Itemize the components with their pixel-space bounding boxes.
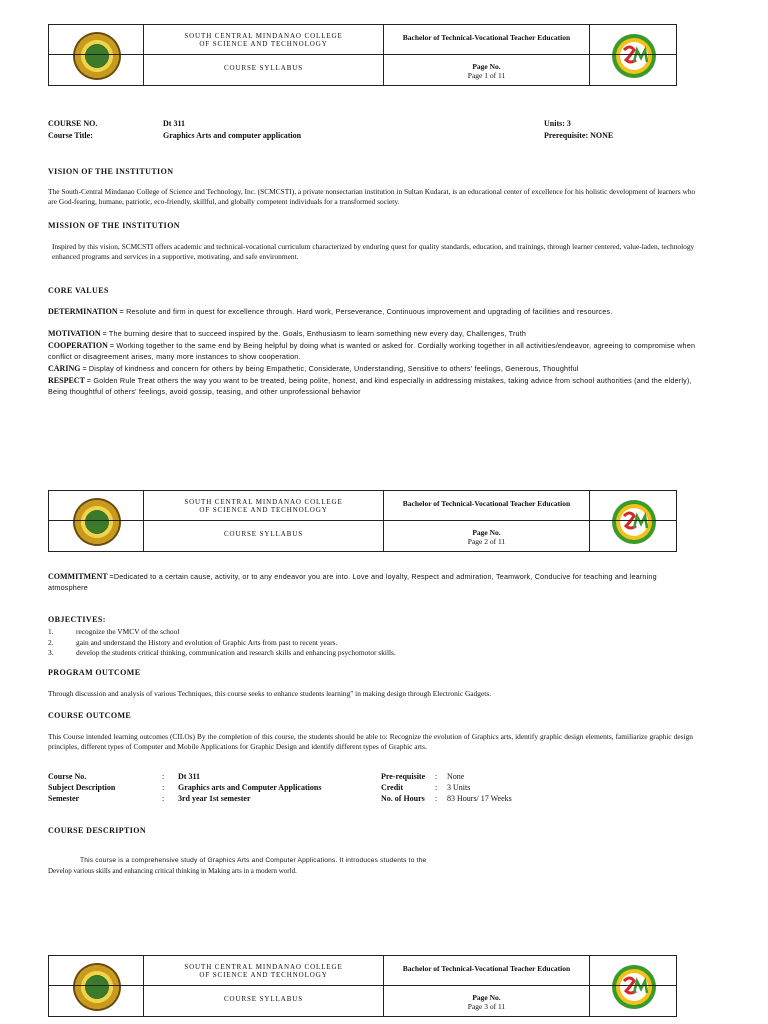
prerequisite-value: NONE	[590, 131, 614, 140]
syllabus-header	[48, 955, 677, 1017]
course-info-label: Subject Description	[48, 783, 116, 792]
mission-text: Inspired by this vision, SCMCSTI offers academic and technical-vocational curriculum characterized by enduring quest for quality standards, education, and trainings, through learner centered, value-laden, technology enhanced programs and services in a supportive, motivating, and safe environment.	[52, 242, 695, 261]
units: Units: 3	[544, 119, 571, 128]
college-cell	[144, 491, 384, 551]
objective-num: 3.	[48, 648, 54, 657]
vision-heading: VISION OF THE INSTITUTION	[48, 167, 174, 176]
core-value-term: RESPECT	[48, 376, 85, 385]
college-cell	[144, 956, 384, 1016]
course-description-heading: COURSE DESCRIPTION	[48, 826, 147, 835]
course-syllabus-label: COURSE SYLLABUS	[223, 64, 304, 72]
course-info-value: Graphics arts and Computer Applications	[178, 783, 322, 792]
course-outcome-heading: COURSE OUTCOME	[48, 711, 132, 720]
core-value-term: COOPERATION	[48, 341, 108, 350]
course-info-label: Pre-requisite	[381, 772, 426, 781]
program-name: Bachelor of Technical-Vocational Teacher Education	[402, 33, 571, 42]
course-info-colon: :	[162, 783, 165, 792]
course-title: Graphics Arts and computer application	[163, 131, 302, 140]
page-of: Page 2 of 11	[467, 537, 506, 546]
program-name: Bachelor of Technical-Vocational Teacher Education	[402, 499, 571, 508]
school-logo-cell	[49, 25, 144, 85]
college-line2: OF SCIENCE AND TECHNOLOGY	[199, 971, 328, 980]
syllabus-header	[48, 490, 677, 552]
college-cell	[144, 25, 384, 85]
objective-text: recognize the VMCV of the school	[76, 627, 180, 636]
college-name	[144, 498, 383, 515]
course-info-row	[48, 783, 698, 794]
core-value-caring	[48, 364, 698, 375]
objective-item	[48, 627, 698, 637]
objectives-heading: OBJECTIVES:	[48, 615, 106, 624]
sm-logo-icon	[610, 498, 658, 546]
mission-heading: MISSION OF THE INSTITUTION	[48, 221, 180, 230]
page-number	[384, 993, 589, 1011]
objective-text: gain and understand the History and evolution of Graphic Arts from past to recent years.	[76, 638, 338, 647]
course-info-value: None	[447, 772, 465, 781]
school-seal-icon	[73, 963, 121, 1011]
sm-logo-cell	[590, 491, 678, 551]
sm-logo-cell	[590, 25, 678, 85]
program-name: Bachelor of Technical-Vocational Teacher Education	[402, 964, 571, 973]
course-info-colon: :	[435, 783, 438, 792]
course-info-label: Credit	[381, 783, 404, 792]
objectives-heading-text: OBJECTIVES	[48, 615, 103, 624]
school-seal-icon	[73, 498, 121, 546]
core-value-definition: = Golden Rule Treat others the way you want to be treated, being polite, honest, and kind especially in addressing mistakes, taking advice from school authorities (and the elderly), Being thoughtful of others' feelings, avoid gossip, teasing, and other unprofessional behavior	[48, 376, 692, 396]
course-info-label: Semester	[48, 794, 80, 803]
page-of: Page 3 of 11	[467, 1002, 506, 1011]
college-line2: OF SCIENCE AND TECHNOLOGY	[199, 506, 328, 515]
course-title-label: Course Title:	[48, 131, 93, 140]
page-no-label: Page No.	[472, 993, 501, 1002]
course-description-line1: This course is a comprehensive study of Graphics Arts and Computer Applications. It introduces students to the	[80, 857, 427, 864]
school-logo-cell	[49, 491, 144, 551]
college-line1: SOUTH CENTRAL MINDANAO COLLEGE	[184, 32, 343, 40]
core-values-heading: CORE VALUES	[48, 286, 109, 295]
core-value-commitment	[48, 572, 698, 592]
course-info-colon: :	[162, 772, 165, 781]
prerequisite-label: Prerequisite:	[544, 131, 589, 140]
vision-text: The South-Central Mindanao College of Science and Technology, Inc. (SCMCSTI), a private nonsectarian institution in Sultan Kudarat, is an educational center of excellence for his holistic development of learners who are God-fearing, humane, patriotic, eco-friendly, skillful, and globally competent individuals for a transformed society.	[48, 187, 696, 206]
course-description-line2: Develop various skills and enhancing critical thinking in Making arts in a modern world.	[48, 867, 297, 875]
course-outcome-text: This Course intended learning outcomes (CILOs) By the completion of this course, the students should be able to: Recognize the evolution of Graphics arts, identify graphic design elements, familiarize graphic design principles, different types of Computer and Mobile Applications for Graphic Design and identify different types of Graphic arts.	[48, 732, 693, 751]
objective-item	[48, 638, 698, 648]
course-info-row	[48, 772, 698, 783]
syllabus-header	[48, 24, 677, 86]
course-info-value: 3rd year 1st semester	[178, 794, 251, 803]
course-info-colon: :	[435, 794, 438, 803]
college-line2: OF SCIENCE AND TECHNOLOGY	[199, 40, 328, 49]
core-value-definition: = Working together to the same end by Being helpful by doing what is wanted or asked for. Cordially working together in all activities/endeavor, agreeing to compromise when conflict or disagreement arises, many more instances to show cooperation.	[48, 341, 696, 361]
course-no: Dt 311	[163, 119, 185, 128]
course-info-value: 83 Hours/ 17 Weeks	[447, 794, 512, 803]
page-no-label: Page No.	[472, 62, 501, 71]
college-name	[144, 963, 383, 980]
course-syllabus-label: COURSE SYLLABUS	[223, 995, 304, 1003]
core-value-term: COMMITMENT	[48, 572, 108, 581]
core-value-motivation	[48, 329, 698, 340]
course-info-colon: :	[435, 772, 438, 781]
core-value-definition: = Resolute and firm in quest for excellence through. Hard work, Perseverance, Continuous improvement and upgrading of facilities and resources.	[119, 307, 613, 316]
course-info-label: Course No.	[48, 772, 87, 781]
core-value-term: CARING	[48, 364, 81, 373]
page-of: Page 1 of 11	[467, 71, 506, 80]
course-info-colon: :	[162, 794, 165, 803]
sm-logo-icon	[610, 32, 658, 80]
core-value-definition: =Dedicated to a certain cause, activity, or to any endeavor you are into. Love and loyalty, Respect and admiration, Teamwork, Conducive for teaching and learning atmosphere	[48, 572, 657, 592]
course-info-row	[48, 794, 698, 805]
course-info-label: No. of Hours	[381, 794, 425, 803]
sm-logo-cell	[590, 956, 678, 1016]
course-info-value: Dt 311	[178, 772, 200, 781]
objective-num: 2.	[48, 638, 54, 647]
page-no-label: Page No.	[472, 528, 501, 537]
core-value-term: DETERMINATION	[48, 307, 118, 316]
prerequisite	[544, 131, 613, 142]
objective-num: 1.	[48, 627, 54, 636]
program-outcome-heading: PROGRAM OUTCOME	[48, 668, 141, 677]
objective-item	[48, 648, 698, 658]
core-value-respect	[48, 376, 698, 396]
core-value-determination	[48, 307, 698, 318]
sm-logo-icon	[610, 963, 658, 1011]
core-value-cooperation	[48, 341, 698, 361]
college-line1: SOUTH CENTRAL MINDANAO COLLEGE	[184, 963, 343, 971]
program-outcome-text: Through discussion and analysis of various Techniques, this course seeks to enhance students learning" in making design through Electronic Gadgets.	[48, 689, 492, 698]
page-number	[384, 62, 589, 80]
program-cell	[384, 491, 590, 551]
core-value-definition: = The burning desire that to succeed inspired by the. Goals, Enthusiasm to learn something new every day, Challenges, Truth	[102, 329, 527, 338]
program-cell	[384, 25, 590, 85]
objective-text: develop the students critical thinking, communication and research skills and enhancing psychomotor skills.	[76, 648, 396, 657]
core-value-term: MOTIVATION	[48, 329, 101, 338]
core-value-definition: = Display of kindness and concern for others by being Empathetic, Considerate, Understanding, Sensitive to others' feelings, Generous, Thoughtful	[82, 364, 579, 373]
course-no-label: COURSE NO.	[48, 119, 98, 128]
school-logo-cell	[49, 956, 144, 1016]
school-seal-icon	[73, 32, 121, 80]
course-info-value: 3 Units	[447, 783, 471, 792]
course-syllabus-label: COURSE SYLLABUS	[223, 530, 304, 538]
program-cell	[384, 956, 590, 1016]
page-number	[384, 528, 589, 546]
college-line1: SOUTH CENTRAL MINDANAO COLLEGE	[184, 498, 343, 506]
college-name	[144, 32, 383, 49]
